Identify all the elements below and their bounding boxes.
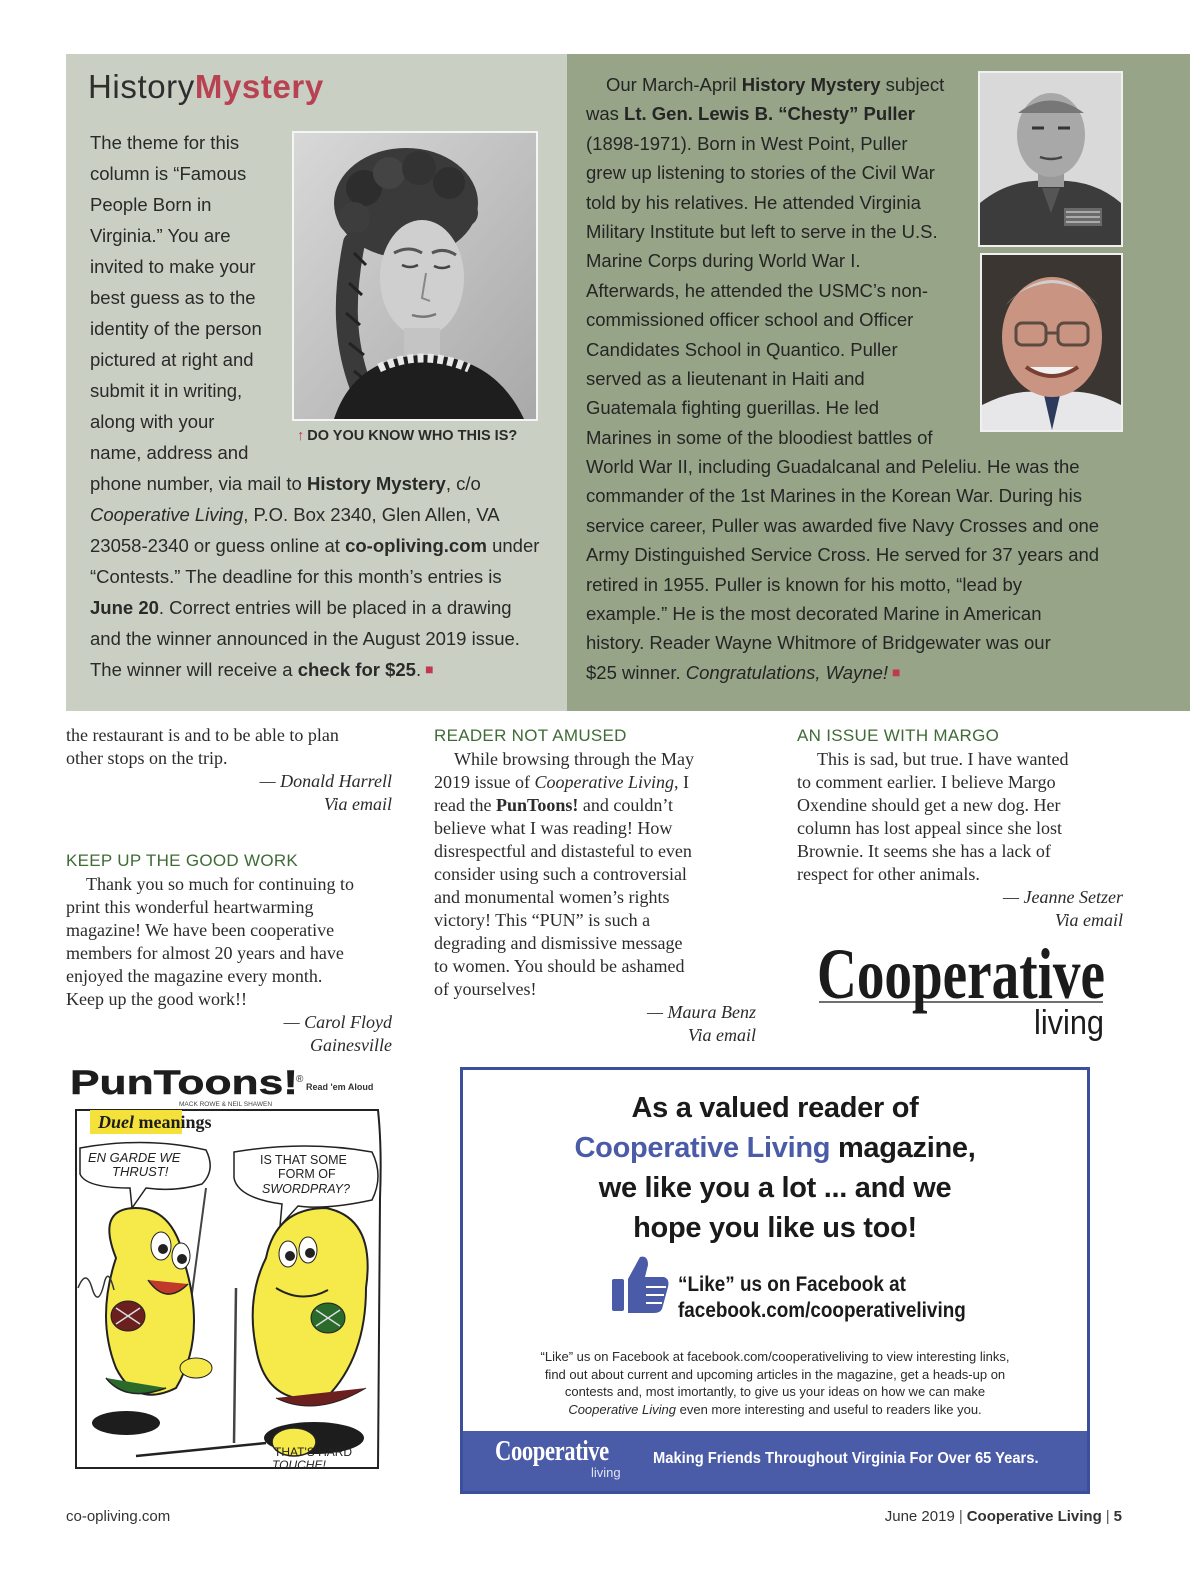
ad-headline: As a valued reader of Cooperative Living magazine, we like you a lot ... and we hope you like us too! [574, 1092, 976, 1244]
thumbs-up-icon [610, 1253, 670, 1315]
footer-website[interactable]: co-opliving.com [66, 1508, 171, 1525]
letter-signature: — Maura Benz [647, 1002, 756, 1022]
page-number: 5 [1113, 1508, 1122, 1525]
intro-line: pictured at right and [90, 349, 254, 370]
facebook-like-text: “Like” us on Facebook at facebook.com/cooperativeliving [678, 1273, 966, 1322]
website-link[interactable]: co-opliving.com [345, 535, 487, 556]
intro-line: best guess as to the [90, 287, 256, 308]
ad-body-text: “Like” us on Facebook at facebook.com/cooperativeliving to view interesting links, find out about current and upcoming articles in the magazine, get a heads-up on contests and, most imortantly, to give us your ideas on how we can make Cooperative Living even more interesting and useful to readers like you. [540, 1349, 1010, 1417]
footer-issue-info: June 2019 | Cooperative Living | 5 [884, 1508, 1122, 1525]
svg-text:living: living [1034, 1004, 1104, 1042]
facebook-ad [460, 1067, 1090, 1494]
letter-line: other stops on the trip. [66, 748, 228, 768]
ad-footer-tagline: Making Friends Throughout Virginia For Over 65 Years. [653, 1450, 1039, 1467]
svg-text:Cooperative: Cooperative [817, 934, 1105, 1014]
winner-wayne-photo [980, 253, 1123, 432]
end-mark-icon: ■ [892, 663, 901, 680]
svg-text:Read 'em Aloud: Read 'em Aloud [306, 1082, 374, 1092]
facebook-link[interactable]: facebook.com/cooperativeliving [678, 1299, 966, 1322]
letter-signature-place: Via email [687, 1025, 756, 1045]
mystery-person-photo [292, 131, 538, 421]
svg-text:IS THAT SOME: IS THAT SOME [260, 1153, 347, 1167]
ad-footer-logo-sub: living [591, 1465, 621, 1480]
puntoons-cartoon [66, 1058, 392, 1495]
history-mystery-answer: Our March-April History Mystery subject was Lt. Gen. Lewis B. “Chesty” Puller (1898-1971). Born in West Point, Puller grew up listening to stories of the Civil War told by his relatives. He attended Virginia Military Institute but left to serve in the U.S. Marine Corps during World War I. Afterwards, he attended the USMC’s non- commissioned officer school and Officer Candidates School in Quantico. Puller served as a lieutenant in Haiti and Guatemala fighting guerillas. He led Marines in some of the bloodiest battles of [586, 74, 945, 448]
history-mystery-instructions: phone number, via mail to History Mystery, c/o Cooperative Living, P.O. Box 2340, Glen Allen, VA 23058-2340 or guess online at co-opliving.com under “Contests.” The deadline for this month’s entries is June 20. Correct entries will be placed in a drawing and the winner announced in the August 2019 issue. The winner will receive a check for $25. ■ [90, 473, 540, 680]
end-mark-icon: ■ [425, 661, 434, 677]
svg-text:MACK ROWE & NEIL SHAWEN: MACK ROWE & NEIL SHAWEN [179, 1101, 273, 1108]
svg-text:SWORDPRAY?: SWORDPRAY? [262, 1182, 350, 1196]
intro-line: column is “Famous [90, 163, 247, 184]
letter-heading: READER NOT AMUSED [434, 726, 627, 745]
svg-text:EN GARDE WE: EN GARDE WE [88, 1150, 181, 1165]
letter-line: the restaurant is and to be able to plan [66, 725, 339, 745]
history-mystery-answer-cont: World War II, including Guadalcanal and Peleliu. He was the commander of the 1st Marines in the Korean War. During his service career, Puller was awarded five Navy Crosses and one Army Distinguished Service Cross. He served for 37 years and retired in 1955. Puller is known for his motto, “lead by example.” He is the most decorated Marine in American history. Reader Wayne Whitmore of Bridgewater was our $25 winner. Congratulations, Wayne! ■ [586, 456, 1100, 683]
cooperative-living-logo [817, 928, 1107, 1043]
letter-heading: AN ISSUE WITH MARGO [797, 726, 1000, 745]
letters-column-3: AN ISSUE WITH MARGO This is sad, but true. I have wanted to comment earlier. I believe Margo Oxendine should get a new dog. Her column has lost appeal since she lost Brownie. It seems she has a lack of respect for other animals. — Jeanne Setzer Via email [797, 726, 1123, 930]
svg-text:®: ® [296, 1074, 304, 1085]
letters-column-1: the restaurant is and to be able to plan other stops on the trip. — Donald Harrell Via email KEEP UP THE GOOD WORK Thank you so much for continuing to print this wonderful heartwarming magazine! We have been cooperative members for almost 20 years and have enjoyed the magazine every month. Keep up the good work!! — Carol Floyd Gainesville [66, 725, 392, 1055]
svg-text:TOUCHE!: TOUCHE! [272, 1458, 326, 1472]
svg-text:FORM OF: FORM OF [278, 1167, 336, 1181]
letter-signature-place: Via email [323, 794, 392, 814]
svg-text:THAT'S HARD: THAT'S HARD [274, 1445, 353, 1459]
history-mystery-title: HistoryMystery [88, 68, 324, 105]
ad-footer-logo: Cooperative [495, 1435, 609, 1467]
intro-line: submit it in writing, [90, 380, 243, 401]
intro-line: People Born in [90, 194, 212, 215]
letter-signature-place: Gainesville [310, 1035, 392, 1055]
letter-signature: — Donald Harrell [259, 771, 392, 791]
intro-line: name, address and [90, 442, 249, 463]
photo-caption: ↑ DO YOU KNOW WHO THIS IS? [297, 428, 518, 444]
letter-heading: KEEP UP THE GOOD WORK [66, 851, 299, 870]
letter-signature-place: Via email [1054, 910, 1123, 930]
intro-line: along with your [90, 411, 215, 432]
intro-line: identity of the person [90, 318, 262, 339]
svg-text:THRUST!: THRUST! [112, 1164, 169, 1179]
puller-portrait-photo [978, 71, 1123, 247]
svg-text:Duel meanings: Duel meanings [98, 1112, 212, 1132]
letters-column-2: READER NOT AMUSED While browsing through the May 2019 issue of Cooperative Living, I read the PunToons! and couldn’t believe what I was reading! How disrespectful and distasteful to even consider using such a controversial and monumental women’s rights victory! This “PUN” is such a degrading and dismissive message to women. You should be ashamed of yourselves! — Maura Benz Via email [434, 726, 756, 1045]
letter-signature: — Jeanne Setzer [1003, 887, 1123, 907]
intro-line: The theme for this [90, 132, 240, 153]
svg-text:PunToons!: PunToons! [70, 1064, 298, 1102]
intro-line: Virginia.” You are [90, 225, 231, 246]
ad-footer-bar [463, 1431, 1087, 1491]
intro-line: invited to make your [90, 256, 256, 277]
arrow-up-icon: ↑ [297, 428, 305, 444]
history-mystery-intro [90, 127, 290, 468]
letter-signature: — Carol Floyd [283, 1012, 392, 1032]
